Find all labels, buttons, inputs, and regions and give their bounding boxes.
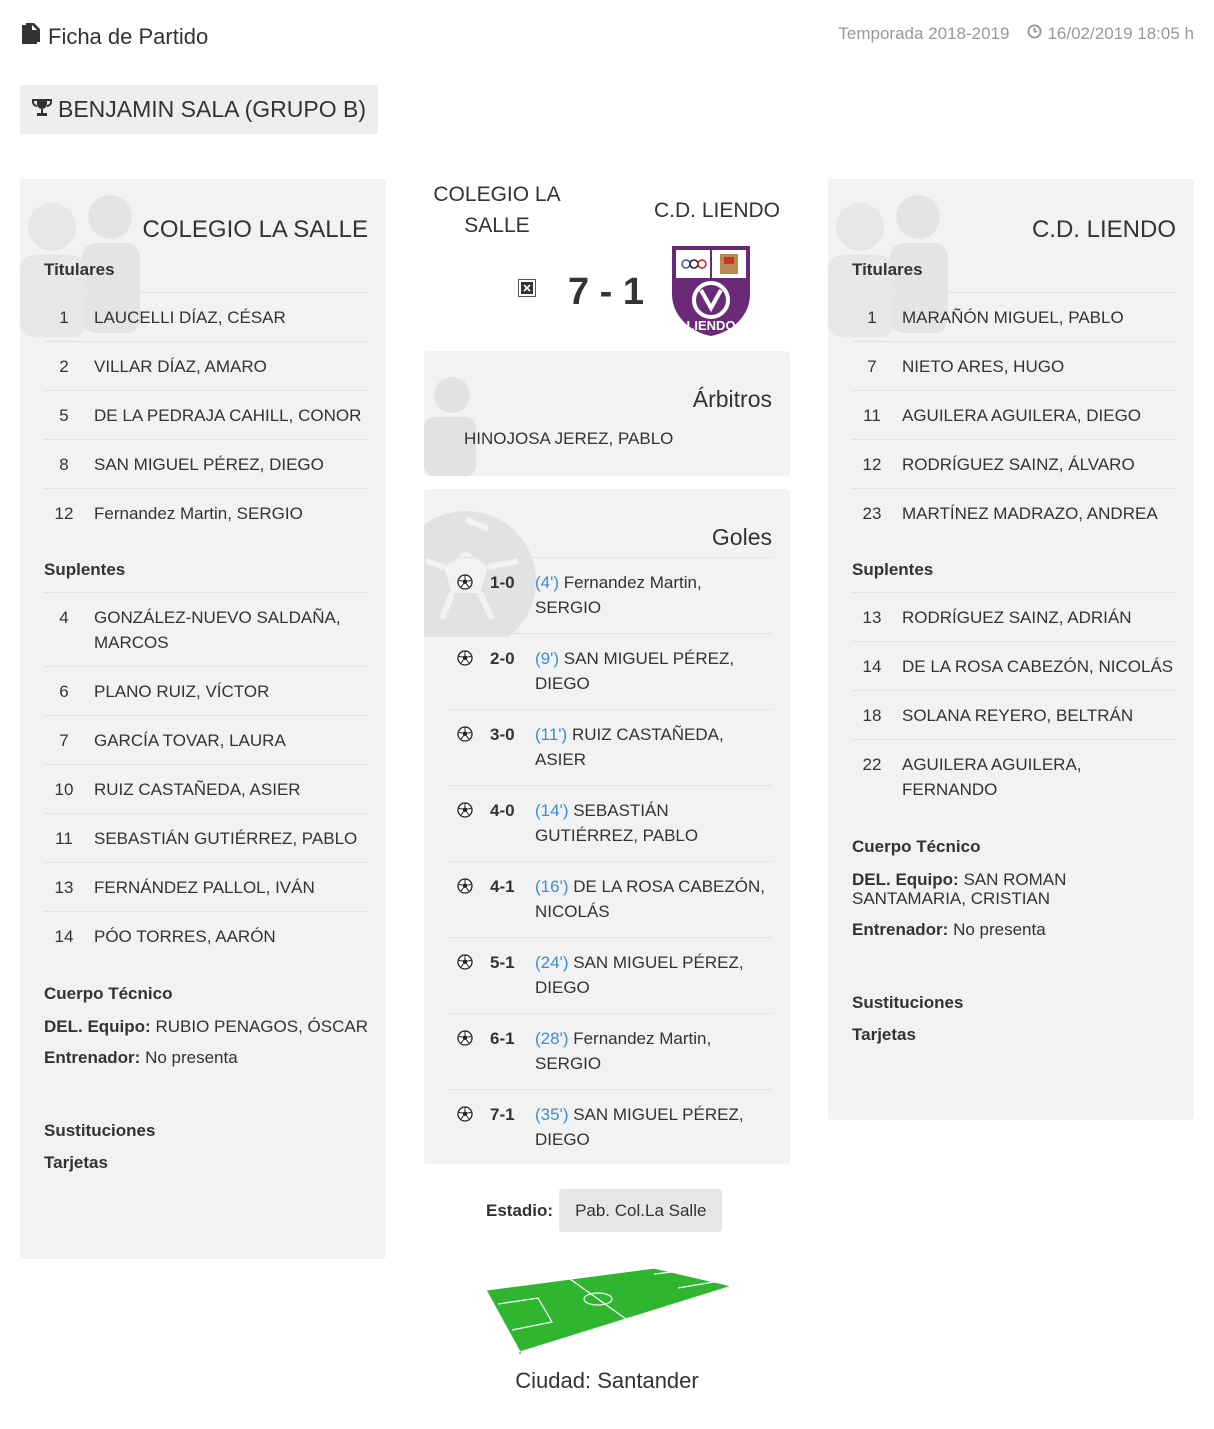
away-starters-heading: Titulares <box>852 260 923 279</box>
home-cards-heading: Tarjetas <box>44 1153 108 1172</box>
away-team-name: C.D. LIENDO <box>1031 216 1176 243</box>
player-row <box>44 390 368 439</box>
player-row <box>852 641 1176 690</box>
home-coach <box>44 1048 368 1067</box>
player-number: 13 <box>862 608 882 627</box>
goal-detail <box>535 950 772 1000</box>
player-row <box>852 390 1176 439</box>
away-crest-logo <box>668 242 754 338</box>
player-number: 11 <box>863 406 881 425</box>
player-row <box>852 439 1176 488</box>
player-name: RODRÍGUEZ SAINZ, ÁLVARO <box>902 455 1135 474</box>
scoreboard-away-name: C.D. LIENDO <box>653 199 781 222</box>
goal-detail <box>535 646 772 696</box>
player-number: 23 <box>862 504 882 523</box>
goal-detail <box>535 1102 772 1152</box>
goal-row <box>448 785 772 861</box>
player-name: AGUILERA AGUILERA, FERNANDO <box>902 755 1082 799</box>
player-number: 12 <box>862 455 882 474</box>
home-team-name: COLEGIO LA SALLE <box>142 216 368 243</box>
soccer-ball-icon <box>448 1026 490 1076</box>
goal-minute[interactable]: (16') <box>535 877 569 896</box>
player-row <box>852 690 1176 739</box>
coach-label: Entrenador: <box>852 920 949 939</box>
top-bar <box>20 18 1194 52</box>
goal-detail <box>535 722 772 772</box>
player-number: 12 <box>54 504 74 523</box>
player-row <box>852 292 1176 341</box>
goal-score: 1-0 <box>490 573 515 592</box>
city-label: Ciudad: Santander <box>515 1368 699 1393</box>
scoreboard <box>424 179 790 344</box>
player-row <box>44 341 368 390</box>
player-row <box>44 813 368 862</box>
clock-icon <box>1027 24 1042 44</box>
player-row <box>852 341 1176 390</box>
goal-row <box>448 709 772 785</box>
home-staff-heading: Cuerpo Técnico <box>44 984 173 1003</box>
player-number: 5 <box>59 406 69 425</box>
page-title-text: Ficha de Partido <box>48 24 209 49</box>
player-name: MARAÑÓN MIGUEL, PABLO <box>902 308 1124 327</box>
player-number: 1 <box>59 308 69 327</box>
player-name: PLANO RUIZ, VÍCTOR <box>94 682 270 701</box>
player-row <box>852 592 1176 641</box>
soccer-ball-icon <box>448 950 490 1000</box>
soccer-ball-icon <box>448 570 490 620</box>
goal-scorer: SAN MIGUEL PÉREZ, DIEGO <box>535 1105 744 1149</box>
season-label: Temporada 2018-2019 <box>838 24 1010 43</box>
away-staff-heading: Cuerpo Técnico <box>852 837 981 856</box>
player-row <box>44 592 368 666</box>
competition-name: BENJAMIN SALA (GRUPO B) <box>58 96 367 122</box>
page-title <box>20 22 208 52</box>
player-row <box>44 666 368 715</box>
player-row <box>44 911 368 960</box>
goal-row <box>448 1089 772 1164</box>
player-name: GARCÍA TOVAR, LAURA <box>94 731 286 750</box>
player-number: 7 <box>59 731 69 750</box>
referee-bg-icon <box>424 365 484 476</box>
trophy-icon <box>32 96 52 123</box>
away-team-panel <box>828 179 1194 1120</box>
player-name: DE LA PEDRAJA CAHILL, CONOR <box>94 406 362 425</box>
delegate-name: RUBIO PENAGOS, ÓSCAR <box>155 1017 368 1036</box>
away-subs-heading: Suplentes <box>852 560 934 579</box>
goal-score: 2-0 <box>490 649 515 668</box>
goal-row <box>448 633 772 709</box>
datetime <box>1027 24 1194 44</box>
goal-scorer: SEBASTIÁN GUTIÉRREZ, PABLO <box>535 801 699 845</box>
goals-list <box>448 557 772 1164</box>
away-starters-list <box>852 292 1176 537</box>
goal-minute[interactable]: (35') <box>535 1105 569 1124</box>
player-name: LAUCELLI DÍAZ, CÉSAR <box>94 308 286 327</box>
goals-title: Goles <box>711 524 772 550</box>
player-row <box>44 862 368 911</box>
referee-name: HINOJOSA JEREZ, PABLO <box>464 429 674 448</box>
player-number: 2 <box>59 357 69 376</box>
final-score: 7 - 1 <box>567 271 645 313</box>
away-coach <box>852 920 1176 939</box>
player-name: RUIZ CASTAÑEDA, ASIER <box>94 780 301 799</box>
player-row <box>852 739 1176 813</box>
soccer-ball-icon <box>448 722 490 772</box>
player-number: 13 <box>54 878 74 897</box>
datetime-text: 16/02/2019 18:05 h <box>1047 24 1194 43</box>
player-name: PÓO TORRES, AARÓN <box>94 927 276 946</box>
competition-badge <box>20 85 378 134</box>
goal-score: 3-0 <box>490 725 515 744</box>
player-name: FERNÁNDEZ PALLOL, IVÁN <box>94 878 315 897</box>
coach-name: No presenta <box>953 920 1046 939</box>
player-name: SEBASTIÁN GUTIÉRREZ, PABLO <box>94 829 358 848</box>
soccer-ball-icon <box>448 646 490 696</box>
player-row <box>44 715 368 764</box>
home-crest-broken-image-icon <box>518 279 536 297</box>
soccer-ball-icon <box>448 1102 490 1152</box>
goal-row <box>448 861 772 937</box>
goal-score: 6-1 <box>490 1029 515 1048</box>
home-subs-heading: Suplentes <box>44 560 126 579</box>
player-number: 8 <box>59 455 69 474</box>
away-substitutions-heading: Sustituciones <box>852 993 964 1012</box>
player-name: Fernandez Martin, SERGIO <box>94 504 303 523</box>
goal-scorer: DE LA ROSA CABEZÓN, NICOLÁS <box>535 877 765 921</box>
player-number: 1 <box>867 308 877 327</box>
home-team-panel <box>20 179 386 1259</box>
goal-minute[interactable]: (28') <box>535 1029 569 1048</box>
coach-name: No presenta <box>145 1048 238 1067</box>
goal-detail <box>535 570 772 620</box>
soccer-ball-icon <box>448 874 490 924</box>
home-substitutions-heading: Sustituciones <box>44 1121 156 1140</box>
home-starters-heading: Titulares <box>44 260 115 279</box>
goal-minute[interactable]: (14') <box>535 801 569 820</box>
away-delegate <box>852 870 1176 908</box>
player-row <box>852 488 1176 537</box>
player-number: 6 <box>59 682 69 701</box>
goal-row <box>448 1013 772 1089</box>
pitch-image <box>484 1266 734 1354</box>
player-row <box>44 488 368 537</box>
goals-card <box>424 489 790 1164</box>
goal-score: 4-0 <box>490 801 515 820</box>
player-row <box>44 292 368 341</box>
match-meta <box>838 24 1194 44</box>
coach-label: Entrenador: <box>44 1048 141 1067</box>
goal-detail <box>535 874 772 924</box>
referees-title: Árbitros <box>692 386 772 412</box>
goal-scorer: Fernandez Martin, SERGIO <box>535 1029 712 1073</box>
goal-scorer: RUIZ CASTAÑEDA, ASIER <box>535 725 724 769</box>
delegate-name: SAN ROMAN SANTAMARIA, CRISTIAN <box>852 870 1067 908</box>
player-name: VILLAR DÍAZ, AMARO <box>94 357 267 376</box>
goal-scorer: SAN MIGUEL PÉREZ, DIEGO <box>535 649 735 693</box>
home-starters-list <box>44 292 368 537</box>
player-number: 7 <box>867 357 877 376</box>
delegate-label: DEL. Equipo: <box>852 870 959 889</box>
player-name: SOLANA REYERO, BELTRÁN <box>902 706 1134 725</box>
goal-score: 5-1 <box>490 953 515 972</box>
referees-card <box>424 351 790 476</box>
player-name: SAN MIGUEL PÉREZ, DIEGO <box>94 455 324 474</box>
player-name: GONZÁLEZ-NUEVO SALDAÑA, MARCOS <box>94 608 341 652</box>
stadium-label: Estadio: <box>486 1200 554 1220</box>
player-name: NIETO ARES, HUGO <box>902 357 1065 376</box>
crest-text: LIENDO <box>686 318 736 333</box>
delegate-label: DEL. Equipo: <box>44 1017 151 1036</box>
player-number: 14 <box>862 657 882 676</box>
player-name: DE LA ROSA CABEZÓN, NICOLÁS <box>902 657 1174 676</box>
player-name: MARTÍNEZ MADRAZO, ANDREA <box>902 504 1158 523</box>
player-row <box>44 439 368 488</box>
goal-minute[interactable]: (11') <box>535 725 568 744</box>
stadium-info <box>486 1189 722 1232</box>
player-number: 10 <box>54 780 74 799</box>
goal-row <box>448 937 772 1013</box>
goal-scorer: SAN MIGUEL PÉREZ, DIEGO <box>535 953 744 997</box>
soccer-ball-icon <box>448 798 490 848</box>
scoreboard-home-name: COLEGIO LA SALLE <box>433 183 561 237</box>
player-number: 22 <box>862 755 882 774</box>
goal-detail <box>535 1026 772 1076</box>
goal-minute[interactable]: (24') <box>535 953 569 972</box>
goal-score: 7-1 <box>490 1105 515 1124</box>
player-number: 11 <box>55 829 73 848</box>
player-number: 14 <box>54 927 74 946</box>
player-name: RODRÍGUEZ SAINZ, ADRIÁN <box>902 608 1132 627</box>
goal-scorer: Fernandez Martin, SERGIO <box>535 573 702 617</box>
player-name: AGUILERA AGUILERA, DIEGO <box>902 406 1142 425</box>
goal-score: 4-1 <box>490 877 515 896</box>
goal-row <box>448 557 772 633</box>
player-row <box>44 764 368 813</box>
player-number: 18 <box>862 706 882 725</box>
player-number: 4 <box>59 608 69 627</box>
goal-minute[interactable]: (9') <box>535 649 560 668</box>
home-delegate <box>44 1017 368 1036</box>
goal-detail <box>535 798 772 848</box>
away-cards-heading: Tarjetas <box>852 1025 916 1044</box>
stadium-name[interactable]: Pab. Col.La Salle <box>559 1189 722 1232</box>
home-subs-list <box>44 592 368 960</box>
goal-minute[interactable]: (4') <box>535 573 560 592</box>
away-subs-list <box>852 592 1176 813</box>
file-copy-icon <box>20 22 42 52</box>
